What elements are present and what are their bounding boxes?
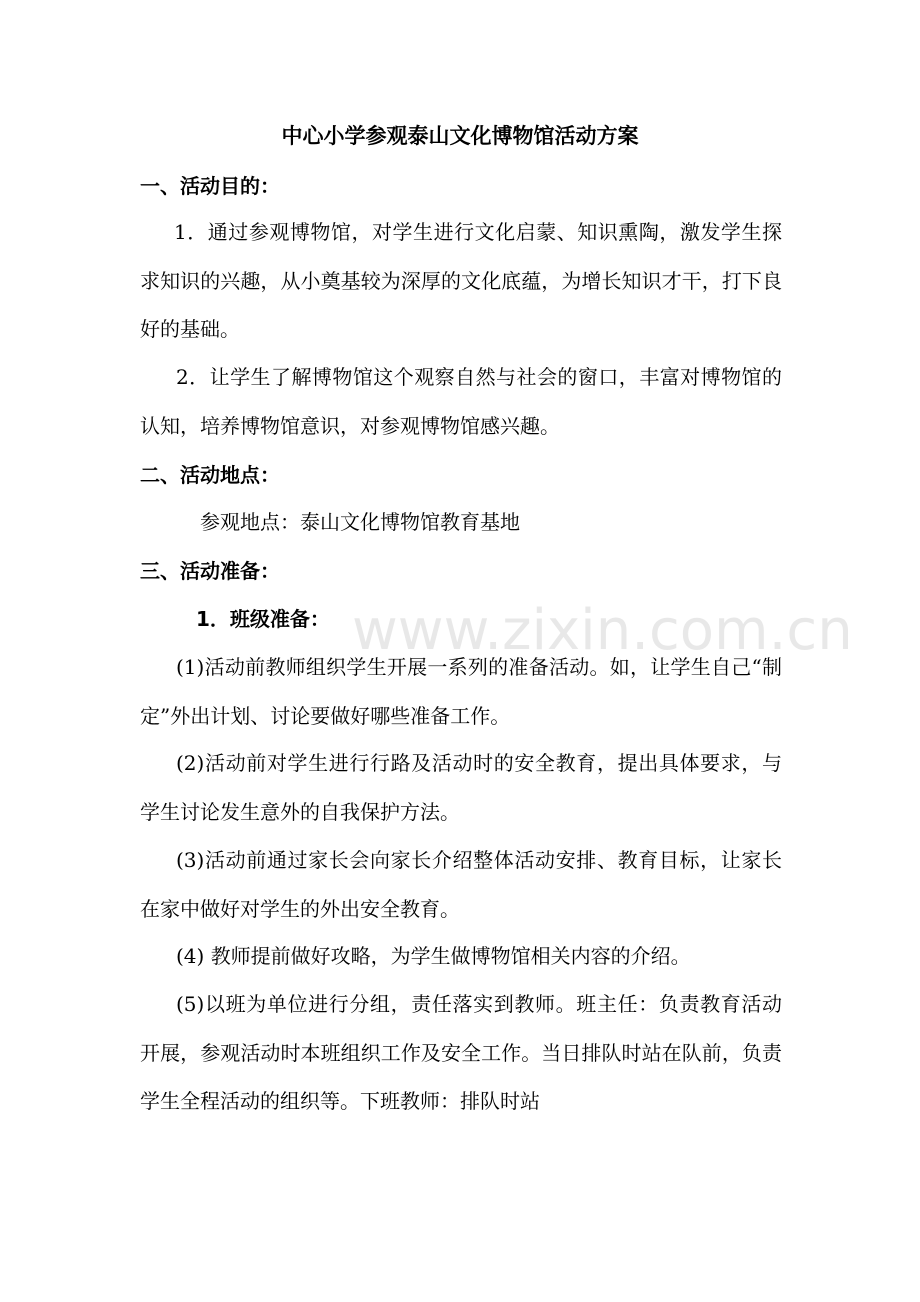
preparation-item-1: (1)活动前教师组织学生开展一系列的准备活动。如，让学生自己“制定”外出计划、讨论要做好哪些准备工作。 — [140, 655, 782, 728]
watermark: www.zixin.com.cn — [352, 598, 853, 663]
preparation-item-5: (5)以班为单位进行分组，责任落实到教师。班主任：负责教育活动开展，参观活动时本班组织工作及安全工作。当日排队时站在队前，负责学生全程活动的组织等。下班教师：排队时站 — [140, 992, 782, 1113]
section-heading-preparation: 三、活动准备： — [140, 559, 280, 583]
location-text: 参观地点：泰山文化博物馆教育基地 — [200, 510, 520, 534]
purpose-paragraph-1: 1．通过参观博物馆，对学生进行文化启蒙、知识熏陶，激发学生探求知识的兴趣，从小奠基较为深厚的文化底蕴，为增长知识才干，打下良好的基础。 — [140, 220, 782, 341]
document-title: 中心小学参观泰山文化博物馆活动方案 — [281, 124, 639, 148]
preparation-item-2: (2)活动前对学生进行行路及活动时的安全教育，提出具体要求，与学生讨论发生意外的自我保护方法。 — [140, 751, 782, 824]
preparation-item-3: (3)活动前通过家长会向家长介绍整体活动安排、教育目标，让家长在家中做好对学生的外出安全教育。 — [140, 848, 782, 921]
section-heading-location: 二、活动地点： — [140, 463, 280, 487]
purpose-paragraph-2: 2．让学生了解博物馆这个观察自然与社会的窗口，丰富对博物馆的认知，培养博物馆意识，对参观博物馆感兴趣。 — [140, 365, 782, 438]
subheading-class-preparation: 1．班级准备： — [196, 607, 330, 631]
section-heading-purpose: 一、活动目的： — [140, 174, 280, 198]
preparation-item-4: (4) 教师提前做好攻略，为学生做博物馆相关内容的介绍。 — [176, 944, 691, 968]
